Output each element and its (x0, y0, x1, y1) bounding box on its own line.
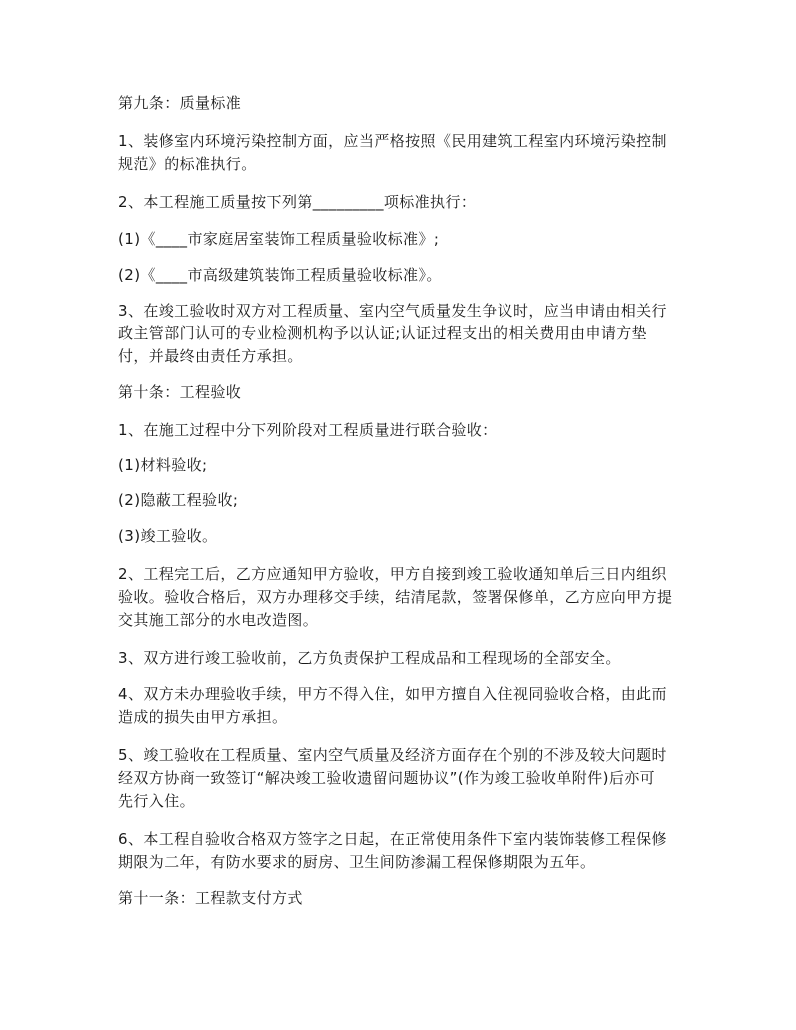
section-10-stage-3: (3)竣工验收。 (118, 527, 218, 545)
section-10-item-2-line-1: 2、工程完工后，乙方应通知甲方验收，甲方自接到竣工验收通知单后三日内组织 (118, 565, 667, 583)
section-10-heading: 第十条：工程验收 (118, 383, 242, 401)
section-10-item-5-line-1: 5、竣工验收在工程质量、室内空气质量及经济方面存在个别的不涉及较大问题时 (118, 746, 667, 764)
section-10-item-1: 1、在施工过程中分下列阶段对工程质量进行联合验收： (118, 421, 498, 439)
section-9-item-3-line-3: 付，并最终由责任方承担。 (118, 347, 303, 365)
section-10-item-6-line-2: 期限为二年，有防水要求的厨房、卫生间防渗漏工程保修期限为五年。 (118, 853, 596, 871)
section-10-stage-2: (2)隐蔽工程验收; (118, 491, 239, 509)
section-10-item-5-line-2: 经双方协商一致签订“解决竣工验收遗留问题协议”(作为竣工验收单附件)后亦可 (118, 769, 656, 787)
section-10-item-2-line-2: 验收。验收合格后，双方办理移交手续，结清尾款，签署保修单，乙方应向甲方提 (118, 588, 673, 606)
section-10-item-6-line-1: 6、本工程自验收合格双方签字之日起，在正常使用条件下室内装饰装修工程保修 (118, 830, 667, 848)
section-9-option-2: (2)《____市高级建筑装饰工程质量验收标准》。 (118, 266, 442, 284)
section-10-item-2-line-3: 交其施工部分的水电改造图。 (118, 611, 319, 629)
section-10-item-5-line-3: 先行入住。 (118, 792, 196, 810)
section-11-heading: 第十一条：工程款支付方式 (118, 889, 303, 907)
section-9-item-2: 2、本工程施工质量按下列第_________项标准执行： (118, 193, 477, 211)
section-10-stage-1: (1)材料验收; (118, 456, 208, 474)
section-9-item-1-line-2: 规范》的标准执行。 (118, 155, 257, 173)
section-9-item-1-line-1: 1、装修室内环境污染控制方面，应当严格按照《民用建筑工程室内环境污染控制 (118, 132, 667, 150)
section-9-item-3-line-1: 3、在竣工验收时双方对工程质量、室内空气质量发生争议时，应当申请由相关行 (118, 302, 667, 320)
section-9-option-1: (1)《____市家庭居室装饰工程质量验收标准》; (118, 230, 440, 248)
section-10-item-4-line-2: 造成的损失由甲方承担。 (118, 708, 288, 726)
section-10-item-3: 3、双方进行竣工验收前，乙方负责保护工程成品和工程现场的全部安全。 (118, 649, 621, 667)
section-10-item-4-line-1: 4、双方未办理验收手续，甲方不得入住，如甲方擅自入住视同验收合格，由此而 (118, 685, 667, 703)
section-9-item-3-line-2: 政主管部门认可的专业检测机构予以认证;认证过程支出的相关费用由申请方垫 (118, 324, 648, 342)
section-9-heading: 第九条：质量标准 (118, 94, 242, 112)
